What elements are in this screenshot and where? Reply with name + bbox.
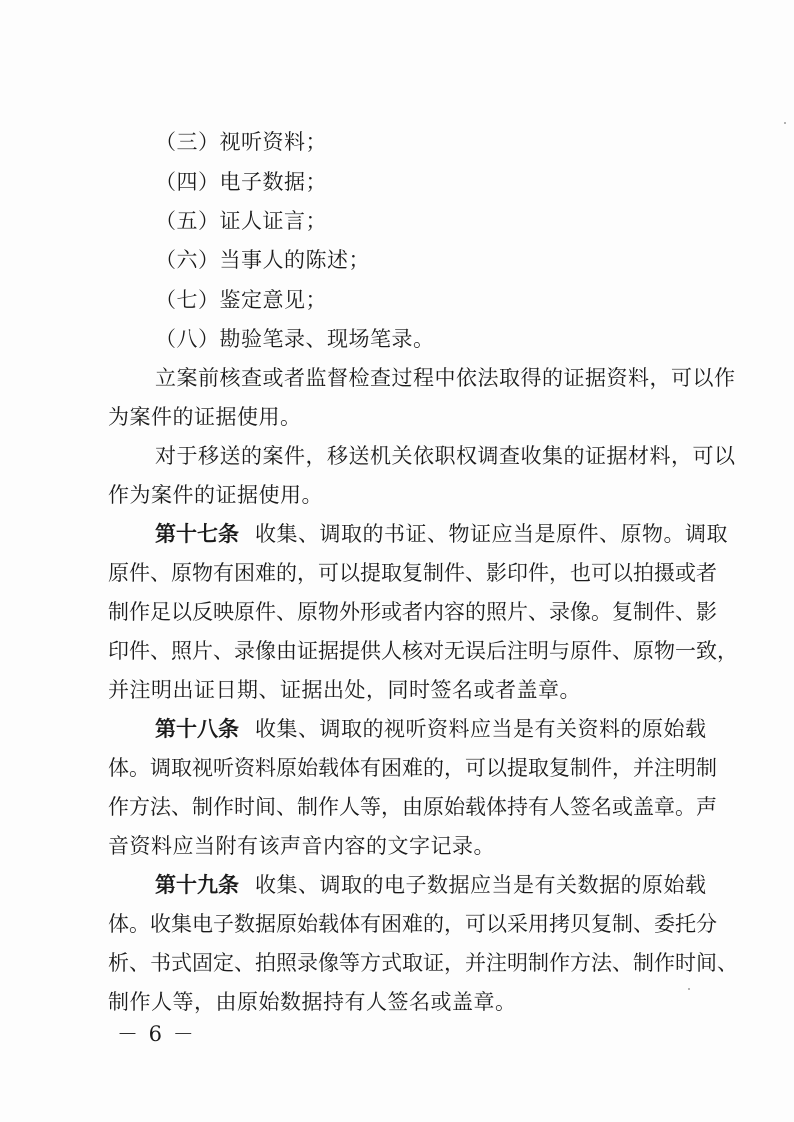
scan-speck: [688, 988, 690, 990]
paragraph-line: 原件、原物有困难的，可以提取复制件、影印件，也可以拍摄或者: [108, 561, 717, 585]
paragraph-line: 制作足以反映原件、原物外形或者内容的照片、录像。复制件、影: [108, 600, 717, 624]
article-first-line: [155, 715, 707, 743]
paragraph-line: 立案前核查或者监督检查过程中依法取得的证据资料，可以作: [155, 366, 736, 390]
article-text: 收集、调取的视听资料应当是有关资料的原始载: [255, 717, 707, 741]
article-label: 第十九条: [155, 873, 239, 897]
paragraph-line: 印件、照片、录像由证据提供人核对无误后注明与原件、原物一致，: [108, 639, 738, 663]
paragraph-line: 并注明出证日期、证据出处，同时签名或者盖章。: [108, 678, 581, 702]
list-item: （六）当事人的陈述；: [155, 248, 370, 272]
list-item: （四）电子数据；: [155, 170, 327, 194]
scan-speck: [784, 122, 786, 124]
article-first-line: [155, 871, 707, 899]
article-text: 收集、调取的书证、物证应当是原件、原物。调取: [255, 522, 728, 546]
paragraph-line: 音资料应当附有该声音内容的文字记录。: [108, 834, 495, 858]
paragraph-line: 作方法、制作时间、制作人等，由原始载体持有人签名或盖章。声: [108, 795, 717, 819]
list-item: （八）勘验笔录、现场笔录。: [155, 327, 435, 351]
paragraph-line: 制作人等，由原始数据持有人签名或盖章。: [108, 990, 517, 1014]
article-label: 第十八条: [155, 717, 239, 741]
list-item: （七）鉴定意见；: [155, 288, 327, 312]
paragraph-line: 析、书式固定、拍照录像等方式取证，并注明制作方法、制作时间、: [108, 951, 738, 975]
list-item: （三）视听资料；: [155, 130, 327, 154]
article-text: 收集、调取的电子数据应当是有关数据的原始载: [255, 873, 707, 897]
article-label: 第十七条: [155, 522, 239, 546]
page-number: － 6 －: [117, 1022, 196, 1046]
article-first-line: [155, 520, 728, 548]
paragraph-line: 作为案件的证据使用。: [108, 483, 323, 507]
paragraph-line: 对于移送的案件，移送机关依职权调查收集的证据材料，可以: [155, 444, 736, 468]
paragraph-line: 为案件的证据使用。: [108, 405, 302, 429]
paragraph-line: 体。收集电子数据原始载体有困难的，可以采用拷贝复制、委托分: [108, 912, 717, 936]
list-item: （五）证人证言；: [155, 209, 327, 233]
paragraph-line: 体。调取视听资料原始载体有困难的，可以提取复制件，并注明制: [108, 756, 717, 780]
